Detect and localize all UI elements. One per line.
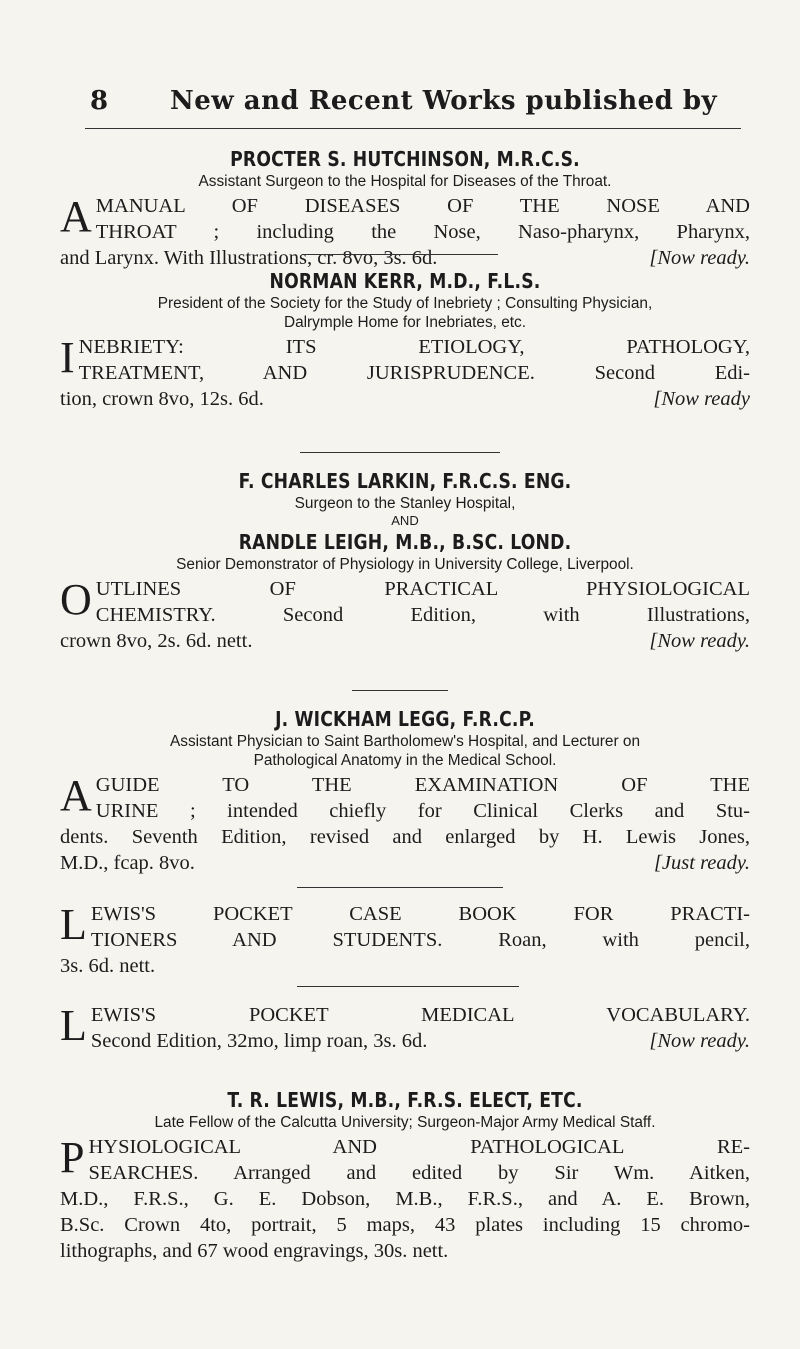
author-affiliation: Late Fellow of the Calcutta University; Surgeon-Major Army Medical Staff. — [154, 1114, 656, 1131]
author-name: T. R. LEWIS, M.B., F.R.S. ELECT, ETC. — [227, 1088, 583, 1112]
drop-capital: I — [60, 333, 75, 382]
book-line-with-status — [60, 628, 750, 654]
book-line: dents. Seventh Edition, revised and enlarged by H. Lewis Jones, — [60, 826, 750, 848]
book-line: EWIS'S POCKET CASE BOOK FOR PRACTI- — [90, 903, 750, 925]
availability-status: [Just ready. — [653, 852, 750, 874]
drop-capital: L — [60, 1001, 87, 1050]
book-line: 3s. 6d. nett. — [60, 955, 156, 977]
header-rule — [85, 128, 741, 129]
author-name: F. CHARLES LARKIN, F.R.C.S. ENG. — [238, 469, 572, 493]
section-rule — [352, 690, 448, 691]
entry-lewis-case-book — [60, 899, 750, 979]
book-description — [60, 901, 750, 979]
entry-larkin-leigh — [60, 468, 750, 654]
entry-legg — [60, 706, 750, 876]
author-name: RANDLE LEIGH, M.B., B.SC. LOND. — [238, 530, 572, 554]
book-line: crown 8vo, 2s. 6d. nett. — [60, 630, 253, 652]
book-line: NEBRIETY: ITS ETIOLOGY, PATHOLOGY, — [78, 336, 750, 358]
book-description — [60, 1134, 750, 1264]
book-description — [60, 1002, 750, 1054]
book-line: lithographs, and 67 wood engravings, 30s. nett. — [60, 1240, 449, 1262]
author-affiliation: Assistant Surgeon to the Hospital for Diseases of the Throat. — [198, 173, 612, 190]
drop-capital: O — [60, 575, 92, 624]
author-name: PROCTER S. HUTCHINSON, M.R.C.S. — [230, 147, 580, 171]
book-line: TREATMENT, AND JURISPRUDENCE. Second Edi- — [78, 362, 750, 384]
book-line: TIONERS AND STUDENTS. Roan, with pencil, — [90, 929, 750, 951]
availability-status: [Now ready. — [649, 630, 750, 652]
author-affiliation: Surgeon to the Stanley Hospital, — [294, 495, 516, 512]
drop-capital: L — [60, 900, 87, 949]
book-description — [60, 334, 750, 412]
conjunction: AND — [391, 513, 419, 528]
author-affiliation: Assistant Physician to Saint Bartholomew's Hospital, and Lecturer on — [169, 733, 641, 750]
book-line: and Larynx. With Illustrations, cr. 8vo, 3s. 6d. — [60, 247, 438, 269]
book-description — [60, 576, 750, 654]
availability-status: [Now ready. — [649, 1030, 750, 1052]
section-rule — [302, 254, 498, 255]
availability-status: [Now ready — [653, 388, 750, 410]
book-line: HYSIOLOGICAL AND PATHOLOGICAL RE- — [88, 1136, 750, 1158]
entry-kerr — [60, 268, 750, 412]
book-line: CHEMISTRY. Second Edition, with Illustrations, — [95, 604, 750, 626]
book-line: M.D., F.R.S., G. E. Dobson, M.B., F.R.S., and A. E. Brown, — [60, 1188, 750, 1210]
page-number: 8 — [90, 86, 109, 116]
book-line: M.D., fcap. 8vo. — [60, 852, 195, 874]
book-description — [60, 772, 750, 876]
section-rule — [300, 452, 500, 453]
book-line: GUIDE TO THE EXAMINATION OF THE — [95, 774, 750, 796]
book-line: EWIS'S POCKET MEDICAL VOCABULARY. — [90, 1004, 750, 1026]
book-line: tion, crown 8vo, 12s. 6d. — [60, 388, 264, 410]
book-line: URINE ; intended chiefly for Clinical Clerks and Stu- — [95, 800, 750, 822]
book-line: Second Edition, 32mo, limp roan, 3s. 6d. — [90, 1030, 428, 1052]
book-line-with-status — [60, 1028, 750, 1054]
author-name: NORMAN KERR, M.D., F.L.S. — [269, 269, 541, 293]
drop-capital: A — [60, 771, 92, 820]
author-affiliation: President of the Society for the Study of Inebriety ; Consulting Physician, — [157, 295, 653, 312]
running-head-title: New and Recent Works published by — [170, 86, 718, 116]
section-rule — [297, 986, 519, 987]
section-rule — [297, 887, 503, 888]
book-line: MANUAL OF DISEASES OF THE NOSE AND — [95, 195, 750, 217]
book-line: SEARCHES. Arranged and edited by Sir Wm. Aitken, — [88, 1162, 750, 1184]
author-affiliation: Senior Demonstrator of Physiology in University College, Liverpool. — [176, 556, 634, 573]
drop-capital: P — [60, 1133, 85, 1182]
running-head — [90, 86, 740, 116]
entry-hutchinson — [60, 146, 750, 271]
author-affiliation: Pathological Anatomy in the Medical School. — [253, 752, 557, 769]
entry-lewis-vocabulary — [60, 1000, 750, 1054]
author-affiliation: Dalrymple Home for Inebriates, etc. — [283, 314, 527, 331]
book-description — [60, 193, 750, 271]
author-name: J. WICKHAM LEGG, F.R.C.P. — [275, 707, 535, 731]
book-line: UTLINES OF PRACTICAL PHYSIOLOGICAL — [95, 578, 750, 600]
book-line-with-status — [60, 850, 750, 876]
entry-lewis-researches — [60, 1087, 750, 1264]
drop-capital: A — [60, 192, 92, 241]
book-line: B.Sc. Crown 4to, portrait, 5 maps, 43 plates including 15 chromo- — [60, 1214, 750, 1236]
book-line-with-status — [60, 386, 750, 412]
availability-status: [Now ready. — [649, 247, 750, 269]
book-line: THROAT ; including the Nose, Naso-pharynx, Pharynx, — [95, 221, 750, 243]
